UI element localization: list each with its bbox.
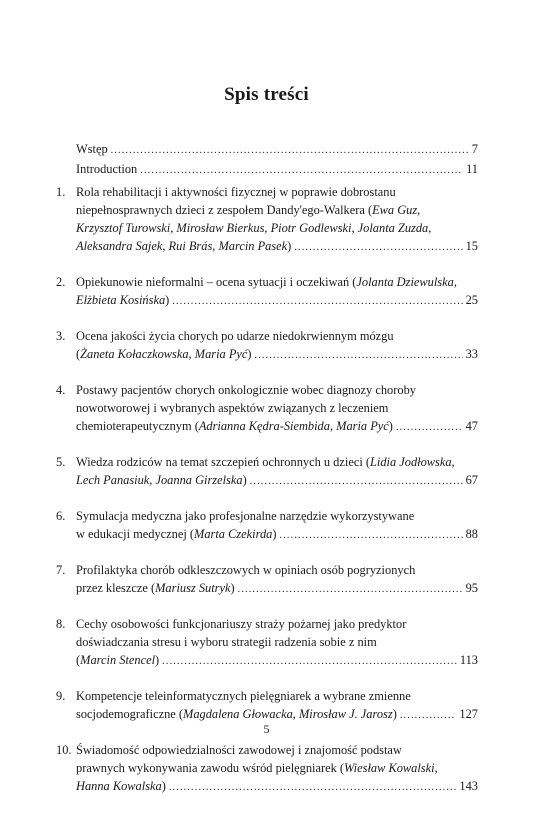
page-number: 5 bbox=[263, 722, 270, 736]
entry-number: 8. bbox=[56, 617, 66, 631]
toc-entry-6 bbox=[56, 507, 478, 545]
entry-authors: Aleksandra Sajek, Rui Brás, Marcin Pasek) bbox=[76, 239, 292, 253]
entry-line: doświadczania stresu i wyboru strategii radzenia sobie z nim bbox=[76, 635, 377, 649]
entry-page: 95 bbox=[465, 581, 478, 595]
entry-line: Profilaktyka chorób odkleszczowych w opiniach osób pogryzionych bbox=[76, 563, 416, 577]
entry-authors: Krzysztof Turowski, Mirosław Bierkus, Piotr Godlewski, Jolanta Zuzda, bbox=[76, 221, 432, 235]
entry-number: 4. bbox=[56, 383, 66, 397]
toc-entry-5 bbox=[56, 453, 478, 491]
entry-authors: socjodemograficzne (Magdalena Głowacka, Mirosław J. Jarosz) bbox=[76, 707, 397, 721]
entry-page: 143 bbox=[459, 779, 478, 793]
entry-number: 7. bbox=[56, 563, 66, 577]
entry-page: 88 bbox=[465, 527, 478, 541]
entry-line: Postawy pacjentów chorych onkologicznie wobec diagnozy choroby bbox=[76, 383, 416, 397]
entry-authors: chemioterapeutycznym (Adrianna Kędra-Siembida, Maria Pyć) bbox=[76, 419, 393, 433]
entry-page: 15 bbox=[465, 239, 478, 253]
entry-line: Rola rehabilitacji i aktywności fizycznej w poprawie dobrostanu bbox=[76, 185, 396, 199]
dot-leader bbox=[162, 653, 457, 671]
dot-leader bbox=[294, 239, 462, 257]
entry-number: 6. bbox=[56, 509, 66, 523]
entry-page: 7 bbox=[471, 142, 478, 156]
entry-authors: Elżbieta Kosińska) bbox=[76, 293, 170, 307]
toc-entry-8 bbox=[56, 615, 478, 671]
entry-line: prawnych wykonywania zawodu wśród pielęgniarek (Wiesław Kowalski, bbox=[76, 761, 438, 775]
dot-leader bbox=[250, 473, 463, 491]
entry-page: 113 bbox=[459, 653, 478, 667]
entry-line: Kompetencje teleinformatycznych pielęgniarek a wybrane zmienne bbox=[76, 689, 411, 703]
toc-entry-4 bbox=[56, 381, 478, 437]
dot-leader bbox=[238, 581, 463, 599]
entry-number: 9. bbox=[56, 689, 66, 703]
entry-authors: Lech Panasiuk, Joanna Girzelska) bbox=[76, 473, 247, 487]
entry-number: 2. bbox=[56, 275, 66, 289]
entry-authors: Hanna Kowalska) bbox=[76, 779, 166, 793]
entry-line: Ocena jakości życia chorych po udarze niedokrwiennym mózgu bbox=[76, 329, 394, 343]
entry-page: 127 bbox=[459, 707, 478, 721]
entry-page: 25 bbox=[465, 293, 478, 307]
entry-authors: przez kleszcze (Mariusz Sutryk) bbox=[76, 581, 235, 595]
entry-line: nowotworowej i wybranych aspektów związanych z leczeniem bbox=[76, 401, 389, 415]
entry-number: 5. bbox=[56, 455, 66, 469]
entry-title: Introduction bbox=[76, 162, 138, 176]
entry-authors: (Marcin Stencel) bbox=[76, 653, 160, 667]
toc-entry-1 bbox=[56, 183, 478, 257]
entry-page: 67 bbox=[465, 473, 478, 487]
dot-leader bbox=[140, 162, 463, 180]
dot-leader bbox=[255, 347, 463, 365]
entry-authors: w edukacji medycznej (Marta Czekirda) bbox=[76, 527, 277, 541]
dot-leader bbox=[169, 779, 457, 797]
entry-line: Świadomość odpowiedzialności zawodowej i znajomość podstaw bbox=[76, 743, 402, 757]
entry-number: 1. bbox=[56, 185, 66, 199]
entry-title: Wstęp bbox=[76, 142, 108, 156]
entry-number: 10. bbox=[56, 743, 72, 757]
toc-entry-3 bbox=[56, 327, 478, 365]
toc-entry-9 bbox=[56, 687, 478, 725]
page-title: Spis treści bbox=[224, 84, 309, 105]
toc-entry-10 bbox=[56, 741, 478, 797]
entry-line: niepełnosprawnych dzieci z zespołem Dandy'ego-Walkera (Ewa Guz, bbox=[76, 203, 421, 217]
entry-authors: (Żaneta Kołaczkowska, Maria Pyć) bbox=[76, 347, 252, 361]
entry-line: Opiekunowie nieformalni – ocena sytuacji i oczekiwań (Jolanta Dziewulska, bbox=[76, 275, 457, 289]
entry-number: 3. bbox=[56, 329, 66, 343]
toc-entry-7 bbox=[56, 561, 478, 599]
toc-entry-2 bbox=[56, 273, 478, 311]
entry-page: 47 bbox=[465, 419, 478, 433]
toc-entry-wstep bbox=[56, 140, 478, 160]
entry-line: Cechy osobowości funkcjonariuszy straży pożarnej jako predyktor bbox=[76, 617, 407, 631]
toc-intro bbox=[56, 140, 478, 180]
toc-entry-introduction bbox=[56, 160, 478, 180]
entry-page: 33 bbox=[465, 347, 478, 361]
dot-leader bbox=[111, 142, 469, 160]
dot-leader bbox=[396, 419, 463, 437]
entry-line: Wiedza rodziców na temat szczepień ochronnych u dzieci (Lidia Jodłowska, bbox=[76, 455, 455, 469]
entry-page: 11 bbox=[466, 162, 478, 176]
toc-entries bbox=[56, 183, 478, 813]
dot-leader bbox=[172, 293, 462, 311]
entry-line: Symulacja medyczna jako profesjonalne narzędzie wykorzystywane bbox=[76, 509, 415, 523]
dot-leader bbox=[280, 527, 463, 545]
